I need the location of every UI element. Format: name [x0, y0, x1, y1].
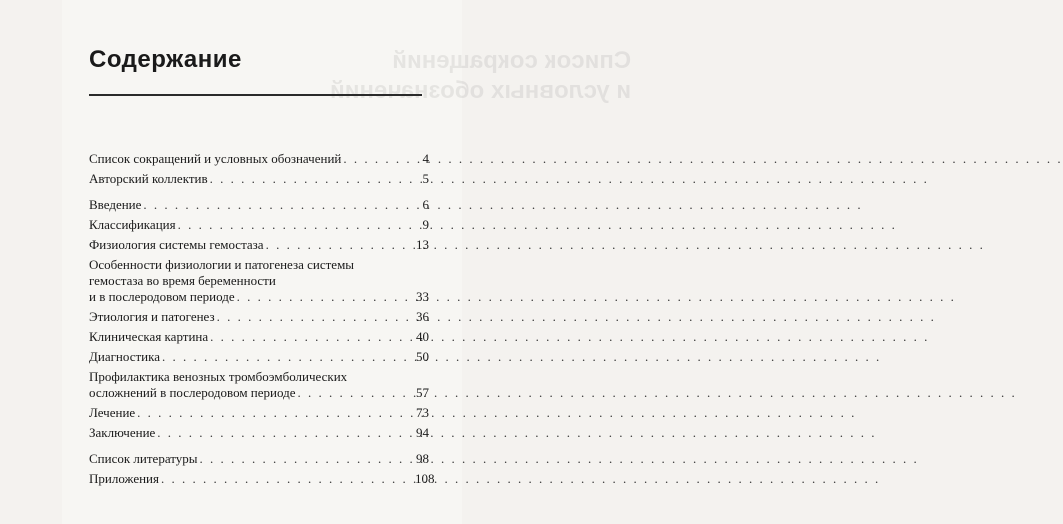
toc-page-number: 73: [416, 405, 429, 420]
toc-entry: [89, 329, 429, 345]
toc-page-number: 57: [416, 385, 429, 400]
toc-entry: [89, 151, 429, 167]
toc-page-number: 50: [416, 349, 429, 364]
toc-leader-dots: [161, 471, 413, 487]
toc-entry: [89, 309, 429, 325]
toc-page-number: 98: [416, 451, 429, 466]
title-underline: [89, 94, 422, 96]
toc-entry-label: Авторский коллектив: [89, 171, 208, 186]
toc-leader-dots: [210, 171, 413, 187]
toc-entry: [89, 425, 429, 441]
toc-entry-label: Профилактика венозных тромбоэмболических: [89, 369, 348, 384]
toc-entry-label: Приложения: [89, 471, 159, 486]
toc-leader-dots: [210, 329, 413, 345]
toc-page-number: 6: [422, 197, 429, 212]
toc-entry-label: Список литературы: [89, 451, 198, 466]
toc-leader-dots: [343, 151, 413, 167]
toc-leader-dots: [137, 405, 413, 421]
toc-entry: [89, 349, 429, 365]
toc-entry: [89, 171, 429, 187]
toc-entry: [89, 405, 429, 421]
toc-entry: [89, 369, 429, 401]
toc-leader-dots: [237, 289, 413, 305]
toc-entry-label: Лечение: [89, 405, 136, 420]
toc-entry: [89, 471, 435, 487]
toc-page-number: 94: [416, 425, 429, 440]
toc-page-number: 5: [422, 171, 429, 186]
toc-entry-label: гемостаза во время беременности: [89, 273, 276, 288]
toc-entry: [89, 237, 429, 253]
toc-entry-label: Этиология и патогенез: [89, 309, 215, 324]
toc-leader-dots: [162, 349, 413, 365]
toc-leader-dots: [200, 451, 414, 467]
toc-entry-label: Список сокращений и условных обозначений: [89, 151, 342, 166]
toc-page-number: 108: [415, 471, 435, 486]
show-through-heading: Список сокращений и условных обозначений: [330, 47, 632, 104]
toc-entry-label: Классификация: [89, 217, 176, 232]
toc-leader-dots: [143, 197, 413, 213]
toc-entry-label: Заключение: [89, 425, 156, 440]
toc-entry: [89, 197, 429, 213]
toc-leader-dots: [217, 309, 413, 325]
toc-page-number: 13: [416, 237, 429, 252]
toc-entry-label: Клиническая картина: [89, 329, 209, 344]
toc-page-number: 33: [416, 289, 429, 304]
table-of-contents: [89, 151, 435, 491]
toc-page-number: 40: [416, 329, 429, 344]
page-title: Содержание: [89, 46, 242, 73]
toc-leader-dots: [157, 425, 413, 441]
toc-entry-label: Физиология системы гемостаза: [89, 237, 264, 252]
toc-entry-label: и в послеродовом периоде: [89, 289, 235, 304]
toc-leader-dots: [178, 217, 413, 233]
toc-leader-dots: [298, 385, 414, 401]
toc-entry: [89, 451, 429, 467]
toc-page-number: 36: [416, 309, 429, 324]
toc-entry: [89, 257, 429, 305]
toc-page-number: 9: [422, 217, 429, 232]
toc-entry-label: Введение: [89, 197, 142, 212]
toc-entry-label: Особенности физиологии и патогенеза системы: [89, 257, 355, 272]
toc-entry-label: осложнений в послеродовом периоде: [89, 385, 296, 400]
toc-page-number: 4: [422, 151, 429, 166]
toc-entry-label: Диагностика: [89, 349, 161, 364]
toc-entry: [89, 217, 429, 233]
toc-leader-dots: [266, 237, 413, 253]
